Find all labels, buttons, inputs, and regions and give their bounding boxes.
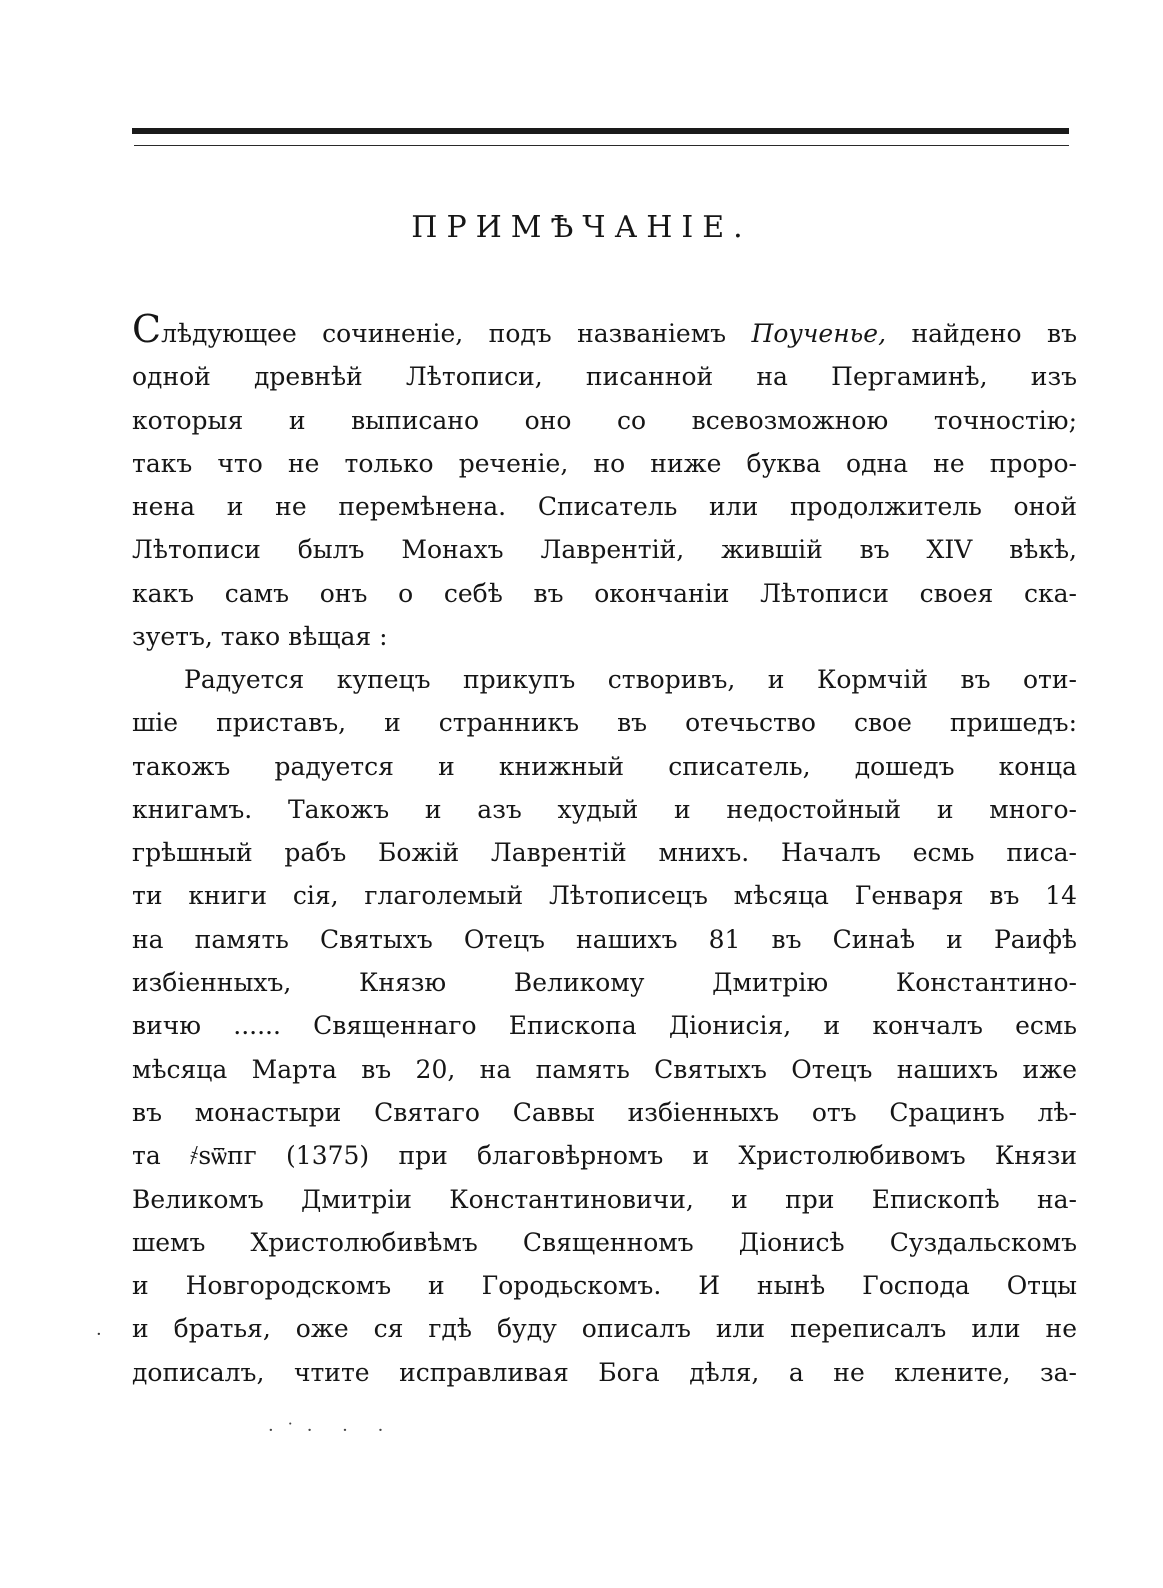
paragraph-2-line: Радуется купецъ прикупъ створивъ, и Кормчій въ оти-	[184, 665, 1077, 694]
margin-speck: ·	[96, 1324, 102, 1345]
line-text: лѣдующее сочиненіе, подъ названіемъ	[161, 319, 727, 348]
paragraph-2-line: Великомъ Дмитріи Константиновичи, и при Епископѣ на-	[132, 1184, 1077, 1214]
paragraph-2-line: книгамъ. Такожъ и азъ худый и недостойный и много-	[132, 794, 1077, 824]
page-specks: ·˙· · ·	[268, 1420, 396, 1441]
paragraph-2-line: дописалъ, чтите исправливая Бога дѣля, а не клените, за-	[132, 1357, 1077, 1387]
paragraph-2-line: въ монастыри Святаго Саввы избіенныхъ отъ Срацинъ лѣ-	[132, 1097, 1077, 1127]
paragraph-2-line: та ҂ѕѿпг (1375) при благовѣрномъ и Христолюбивомъ Князи	[132, 1141, 1077, 1171]
paragraph-2-line: на память Святыхъ Отецъ нашихъ 81 въ Синаѣ и Раифѣ	[132, 924, 1077, 954]
paragraph-1-line: такъ что не только реченіе, но ниже буква одна не проро-	[132, 448, 1077, 478]
paragraph-2-line: такожъ радуется и книжный списатель, дошедъ конца	[132, 751, 1077, 781]
italic-title: Поученье,	[751, 319, 887, 348]
paragraph-2-line: шіе приставъ, и странникъ въ отечьство свое пришедъ:	[132, 708, 1077, 738]
paragraph-2-line: избіенныхъ, Князю Великому Дмитрію Константино-	[132, 968, 1077, 998]
paragraph-2-line: грѣшный рабъ Божій Лаврентій мнихъ. Началъ есмь писа-	[132, 838, 1077, 868]
paragraph-1-line: нена и не перемѣнена. Списатель или продолжитель оной	[132, 492, 1077, 522]
page-heading: ПРИМѢЧАНІЕ.	[411, 210, 752, 245]
paragraph-2-line: и Новгородскомъ и Городьскомъ. И нынѣ Господа Отцы	[132, 1271, 1077, 1301]
paragraph-2-line: и братья, оже ся гдѣ буду описалъ или переписалъ или не	[132, 1314, 1077, 1344]
paragraph-1-line: зуетъ, тако вѣщая :	[132, 622, 388, 652]
paragraph-2-line: вичю ...... Священнаго Епископа Діонисія, и кончалъ есмь	[132, 1011, 1077, 1041]
paragraph-1-line: одной древнѣй Лѣтописи, писанной на Пергаминѣ, изъ	[132, 362, 1077, 392]
paragraph-1-line	[132, 312, 1077, 355]
header-rule-thin	[134, 145, 1069, 146]
paragraph-2-line: шемъ Христолюбивѣмъ Священномъ Діонисѣ Суздальскомъ	[132, 1227, 1077, 1257]
paragraph-2-line: ти книги сія, глаголемый Лѣтописецъ мѣсяца Генваря въ 14	[132, 881, 1077, 911]
paragraph-1-line: какъ самъ онъ о себѣ въ окончаніи Лѣтописи своея ска-	[132, 578, 1077, 608]
paragraph-2	[132, 658, 1077, 1394]
drop-cap: С	[132, 312, 162, 351]
paragraph-1	[132, 312, 1077, 658]
line-text: найдено въ	[911, 319, 1077, 348]
paragraph-1-line: которыя и выписано оно со всевозможною точностію;	[132, 405, 1077, 435]
paragraph-2-line: мѣсяца Марта въ 20, на память Святыхъ Отецъ нашихъ иже	[132, 1054, 1077, 1084]
paragraph-1-line: Лѣтописи былъ Монахъ Лаврентій, жившій въ XIV вѣкѣ,	[132, 535, 1077, 565]
header-rule-thick	[132, 128, 1069, 134]
